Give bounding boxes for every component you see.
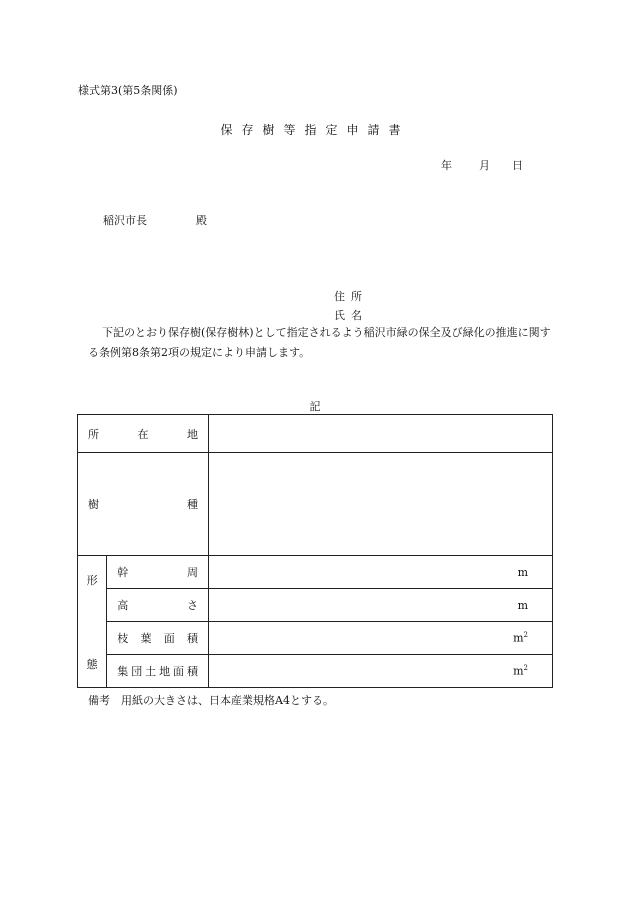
table-row-species — [78, 453, 553, 556]
ki-heading: 記 — [309, 400, 321, 413]
group-land-area-label — [107, 655, 209, 688]
addressee-name: 稲沢市長 — [103, 214, 147, 227]
label-char: 地 — [159, 665, 171, 678]
table-row-height — [78, 589, 553, 622]
label-char: 地 — [187, 427, 198, 441]
location-value-cell — [209, 415, 553, 453]
application-statement: 下記のとおり保存樹(保存樹林)として指定されるよう稲沢市緑の保全及び緑化の推進に関する条例第8条第2項の規定により申請します。 — [88, 326, 551, 359]
canopy-area-label — [107, 622, 209, 655]
species-label — [78, 453, 209, 556]
unit-superscript: 2 — [523, 631, 528, 640]
addressee-honorific: 殿 — [196, 214, 207, 227]
label-char: 形 — [86, 573, 98, 587]
location-label — [78, 415, 209, 453]
label-char: 樹 — [88, 498, 99, 511]
label-char: 周 — [187, 566, 198, 579]
date-month-label: 月 — [479, 159, 490, 172]
date-year-label: 年 — [441, 159, 452, 172]
label-char: 幹 — [117, 566, 129, 579]
unit-label: m — [517, 565, 528, 579]
form-number: 様式第3(第5条関係) — [78, 84, 178, 97]
unit-label: m — [513, 631, 524, 645]
trunk-value-cell — [209, 556, 553, 589]
shape-label — [78, 556, 107, 688]
label-char: 所 — [88, 427, 99, 441]
species-value-cell — [209, 453, 553, 556]
unit-superscript: 2 — [523, 664, 528, 673]
table-row-trunk — [78, 556, 553, 589]
label-char: 積 — [186, 632, 198, 645]
date-day-label: 日 — [512, 159, 523, 172]
group-land-area-value-cell — [209, 655, 553, 688]
label-char: 態 — [86, 657, 98, 671]
height-value-cell — [209, 589, 553, 622]
label-char: 枝 — [117, 632, 129, 645]
label-char: 積 — [187, 665, 198, 678]
label-char: 在 — [137, 427, 149, 441]
label-char: 面 — [173, 665, 185, 678]
label-char: 集 — [117, 665, 129, 678]
label-char: 土 — [145, 665, 157, 678]
label-char: 面 — [163, 632, 175, 645]
height-label — [107, 589, 209, 622]
remarks-note: 備考 用紙の大きさは、日本産業規格A4とする。 — [88, 694, 334, 707]
table-row-canopy — [78, 622, 553, 655]
label-char: さ — [187, 599, 198, 612]
application-table — [77, 414, 553, 688]
label-char: 葉 — [140, 632, 152, 645]
label-char: 団 — [131, 665, 143, 678]
applicant-name-label: 氏名 — [334, 309, 368, 322]
unit-label: m — [513, 664, 524, 678]
label-char: 高 — [117, 599, 129, 612]
table-row-group-land — [78, 655, 553, 688]
trunk-label — [107, 556, 209, 589]
document-title: 保存樹等指定申請書 — [220, 123, 410, 137]
label-char: 種 — [187, 498, 198, 511]
applicant-address-label: 住所 — [334, 290, 368, 303]
table-row-location — [78, 415, 553, 453]
canopy-area-value-cell — [209, 622, 553, 655]
unit-label: m — [517, 598, 528, 612]
